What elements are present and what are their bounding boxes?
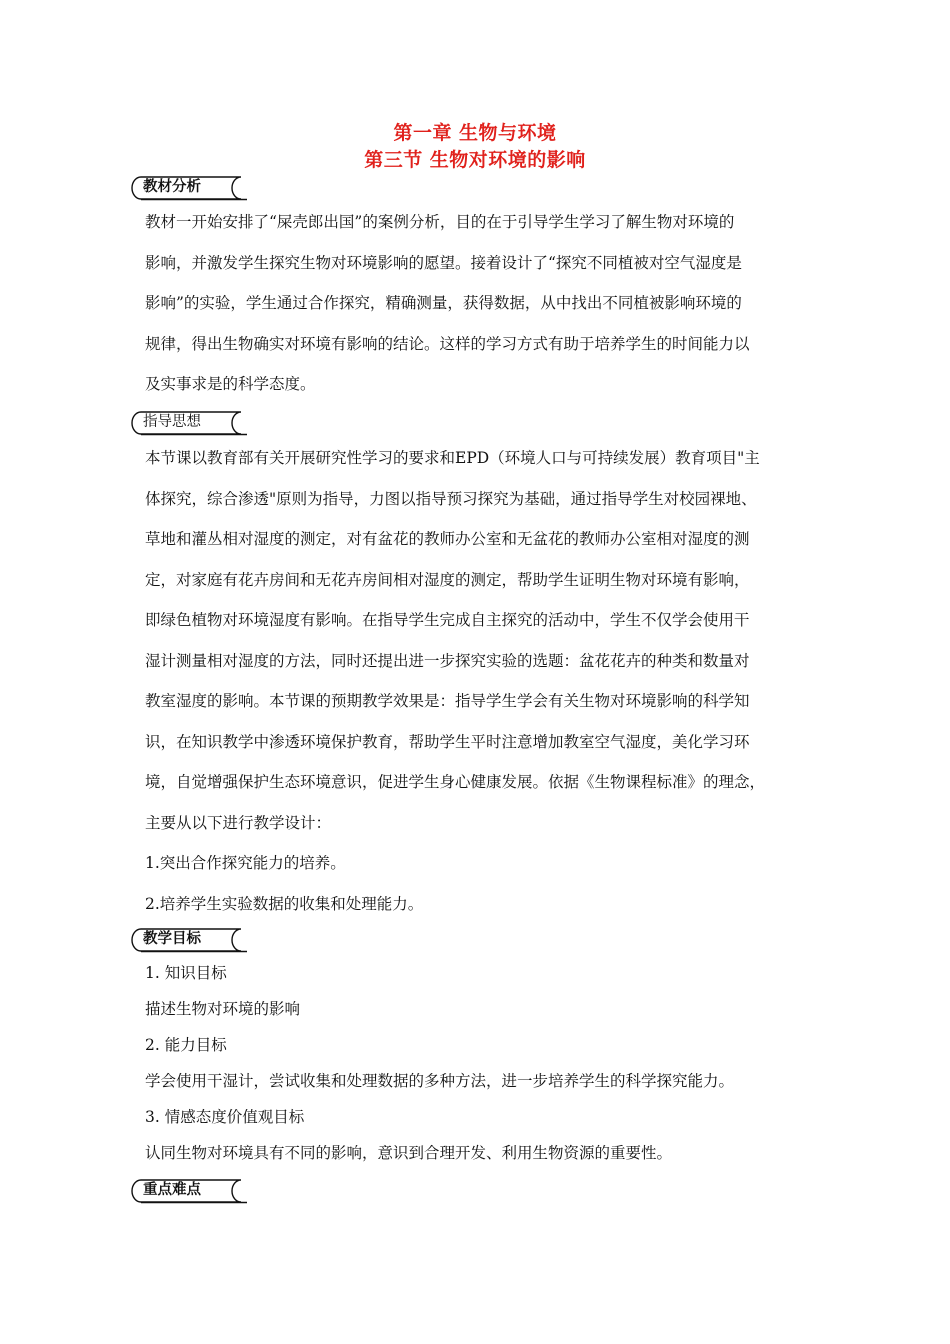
paragraph-line: 2.培养学生实验数据的收集和处理能力。 (145, 894, 424, 913)
paragraph-line: 境，自觉增强保护生态环境意识，促进学生身心健康发展。依据《生物课程标准》的理念， (145, 773, 766, 791)
paragraph-line: 体探究，综合渗透"原则为指导，力图以指导预习探究为基础，通过指导学生对校园裸地、 (145, 489, 757, 508)
goal-text: 描述生物对环境的影响 (145, 1000, 301, 1018)
paragraph-line: 教材一开始安排了“屎壳郎出国”的案例分析，目的在于引导学生学习了解生物对环境的 (145, 213, 735, 231)
section-tag-goals (131, 927, 247, 951)
goal-text: 学会使用干湿计，尝试收集和处理数据的多种方法，进一步培养学生的科学探究能力。 (145, 1072, 735, 1090)
paragraph-line: 规律，得出生物确实对环境有影响的结论。这样的学习方式有助于培养学生的时间能力以 (145, 334, 750, 353)
section-label-guidance: 指导思想 (143, 414, 201, 430)
section-label-key-points: 重点难点 (143, 1182, 201, 1198)
paragraph-line: 定，对家庭有花卉房间和无花卉房间相对湿度的测定，帮助学生证明生物对环境有影响， (145, 570, 750, 589)
paragraph-line: 及实事求是的科学态度。 (145, 375, 316, 393)
paragraph-line: 主要从以下进行教学设计： (145, 813, 332, 832)
title-block (0, 120, 950, 174)
section-tag-guidance (131, 410, 247, 434)
section-tag-key-points (131, 1178, 247, 1202)
guidance-paragraph (145, 438, 830, 924)
goal-heading: 3. 情感态度价值观目标 (145, 1108, 305, 1126)
paragraph-line: 即绿色植物对环境湿度有影响。在指导学生完成自主探究的活动中，学生不仅学会使用干 (145, 611, 750, 629)
chapter-title: 第一章 生物与环境 (393, 122, 557, 144)
goal-heading: 2. 能力目标 (145, 1036, 227, 1054)
paragraph-line: 教室湿度的影响。本节课的预期教学效果是：指导学生学会有关生物对环境影响的科学知 (145, 692, 750, 710)
paragraph-line: 识，在知识教学中渗透环境保护教育，帮助学生平时注意增加教室空气湿度，美化学习环 (145, 732, 750, 751)
paragraph-line: 本节课以教育部有关开展研究性学习的要求和EPD（环境人口与可持续发展）教育项目"主 (145, 449, 760, 467)
goal-heading: 1. 知识目标 (145, 964, 227, 982)
materials-paragraph (145, 202, 830, 405)
goal-text: 认同生物对环境具有不同的影响，意识到合理开发、利用生物资源的重要性。 (145, 1144, 673, 1162)
paragraph-line: 草地和灌丛相对湿度的测定，对有盆花的教师办公室和无盆花的教师办公室相对湿度的测 (145, 530, 750, 548)
section-tag-materials (131, 175, 247, 199)
paragraph-line: 影响，并激发学生探究生物对环境影响的愿望。接着设计了“探究不同植被对空气湿度是 (145, 253, 742, 272)
section-title: 第三节 生物对环境的影响 (364, 149, 586, 171)
section-label-materials: 教材分析 (143, 179, 201, 195)
paragraph-line: 影响”的实验，学生通过合作探究，精确测量，获得数据，从中找出不同植被影响环境的 (145, 294, 742, 312)
paragraph-line: 湿计测量相对湿度的方法，同时还提出进一步探究实验的选题：盆花花卉的种类和数量对 (145, 651, 750, 670)
section-label-goals: 教学目标 (143, 931, 201, 947)
paragraph-line: 1.突出合作探究能力的培养。 (145, 854, 346, 872)
